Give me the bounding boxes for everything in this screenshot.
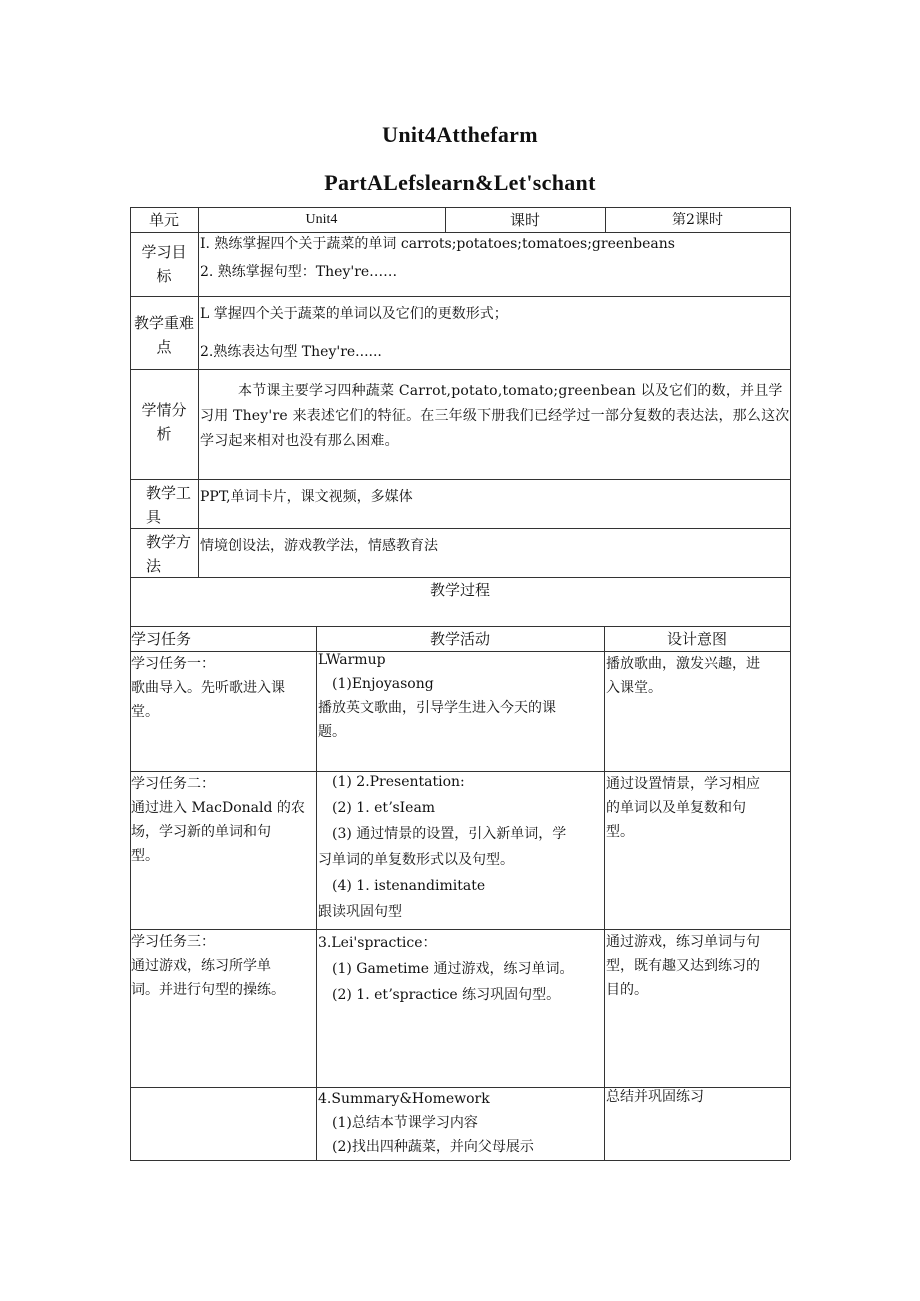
col-intent-header: 设计意图 (666, 630, 727, 648)
table-border (316, 626, 317, 1160)
activity-cell (318, 930, 603, 1008)
activity-line: (2) 1. etʼspractice 练习巩固句型。 (332, 987, 561, 1003)
table-border (130, 528, 790, 529)
table-border (130, 479, 790, 480)
intent-line: 入课堂。 (606, 680, 662, 696)
methods-label: 教学方法 (146, 533, 192, 575)
activity-line: 播放英文歌曲，引导学生进入今天的课 (318, 700, 556, 716)
intent-cell (606, 1085, 789, 1109)
keypoint-item: 2.熟练表达句型 They're...... (200, 344, 382, 360)
activity-cell (318, 769, 603, 925)
task-line: 学习任务三： (131, 934, 215, 950)
table-border (790, 207, 791, 1160)
activity-line: (2)找出四种蔬菜，并向父母展示 (332, 1139, 534, 1155)
intent-line: 通过游戏，练习单词与句 (606, 934, 760, 950)
task-line: 通过游戏，练习所学单 (131, 958, 271, 974)
methods-content: 情境创设法，游戏教学法，情感教育法 (200, 538, 438, 554)
intent-cell (606, 652, 789, 700)
intent-line: 型，既有趣又达到练习的 (606, 958, 760, 974)
intent-cell (606, 930, 789, 1002)
period-value: 第2课时 (672, 212, 723, 228)
table-border (604, 626, 605, 1160)
activity-line: (1)总结本节课学习内容 (332, 1115, 478, 1131)
col-task-header: 学习任务 (131, 630, 192, 648)
intent-line: 通过设置情景，学习相应 (606, 776, 760, 792)
activity-line: 题。 (318, 724, 346, 740)
task-line: 学习任务一： (131, 656, 215, 672)
activity-line: (1) 2.Presentation: (332, 774, 465, 790)
activity-line: 3.Lei'spractice： (318, 935, 437, 951)
intent-line: 目的。 (606, 982, 648, 998)
task-cell (131, 772, 315, 868)
goal-item: 2. 熟练掌握句型：They're…… (200, 264, 398, 280)
task-cell (131, 652, 315, 724)
keypoint-item: L 掌握四个关于蔬菜的单词以及它们的更数形式； (200, 306, 508, 322)
task-line: 歌曲导入。先听歌进入课 (131, 680, 285, 696)
intent-line: 播放歌曲，激发兴趣，进 (606, 656, 760, 672)
goals-label: 学习目标 (141, 243, 187, 285)
activity-line: (3) 通过情景的设置，引入新单词，学 (332, 826, 567, 842)
activity-line: LWarmup (318, 652, 386, 668)
activity-line: (2) 1. etʼsIeam (332, 800, 436, 816)
document-subtitle: PartALefslearn&Let'schant (324, 170, 596, 195)
unit-value: Unit4 (305, 212, 338, 227)
task-cell (131, 930, 315, 1002)
analysis-content: 本节课主要学习四种蔬菜 Carrot,potato,tomato;greenbean 以及它们的数，并且学习用 They're 来表述它们的特征。在三年级下册我们已经学过一部分复数的表达法，那么这次学习起来相对也没有那么困难。 (200, 383, 790, 449)
analysis-label: 学情分析 (141, 401, 187, 443)
task-line: 场，学习新的单词和句 (131, 824, 271, 840)
table-border (198, 207, 199, 577)
intent-line: 的单词以及单复数和句 (606, 800, 746, 816)
activity-cell (318, 648, 603, 744)
activity-line: (4) 1. istenandimitate (332, 878, 486, 894)
goals-content (200, 232, 788, 284)
goal-item: I. 熟练掌握四个关于蔬菜的单词 carrots;potatoes;tomatoes;greenbeans (200, 236, 675, 252)
activity-line: 跟读巩固句型 (318, 904, 402, 920)
task-line: 词。并进行句型的操练。 (131, 982, 285, 998)
task-line: 型。 (131, 848, 159, 864)
intent-line: 型。 (606, 824, 634, 840)
process-heading: 教学过程 (429, 581, 490, 599)
keypoints-content (200, 302, 788, 364)
task-line: 通过进入 MacDonald 的农 (131, 800, 305, 816)
table-border (130, 1160, 790, 1161)
activity-line: (1) Gametime 通过游戏，练习单词。 (332, 961, 574, 977)
tools-content: PPT,单词卡片，课文视频，多媒体 (200, 489, 413, 505)
keypoints-label: 教学重难点 (133, 314, 194, 356)
activity-line: 习单词的单复数形式以及句型。 (318, 852, 514, 868)
activity-line: (1)Enjoyasong (332, 676, 434, 692)
task-line: 学习任务二： (131, 776, 215, 792)
table-border (130, 369, 790, 370)
tools-label: 教学工具 (146, 484, 192, 526)
table-border (130, 296, 790, 297)
period-label: 课时 (509, 211, 540, 229)
activity-cell (318, 1087, 603, 1159)
intent-line: 总结并巩固练习 (606, 1089, 704, 1105)
activity-line: 4.Summary&Homework (318, 1091, 490, 1107)
col-activity-header: 教学活动 (429, 630, 490, 648)
document-title: Unit4Atthefarm (382, 122, 538, 147)
task-line: 堂。 (131, 704, 159, 720)
intent-cell (606, 772, 789, 844)
unit-label: 单元 (148, 211, 179, 229)
